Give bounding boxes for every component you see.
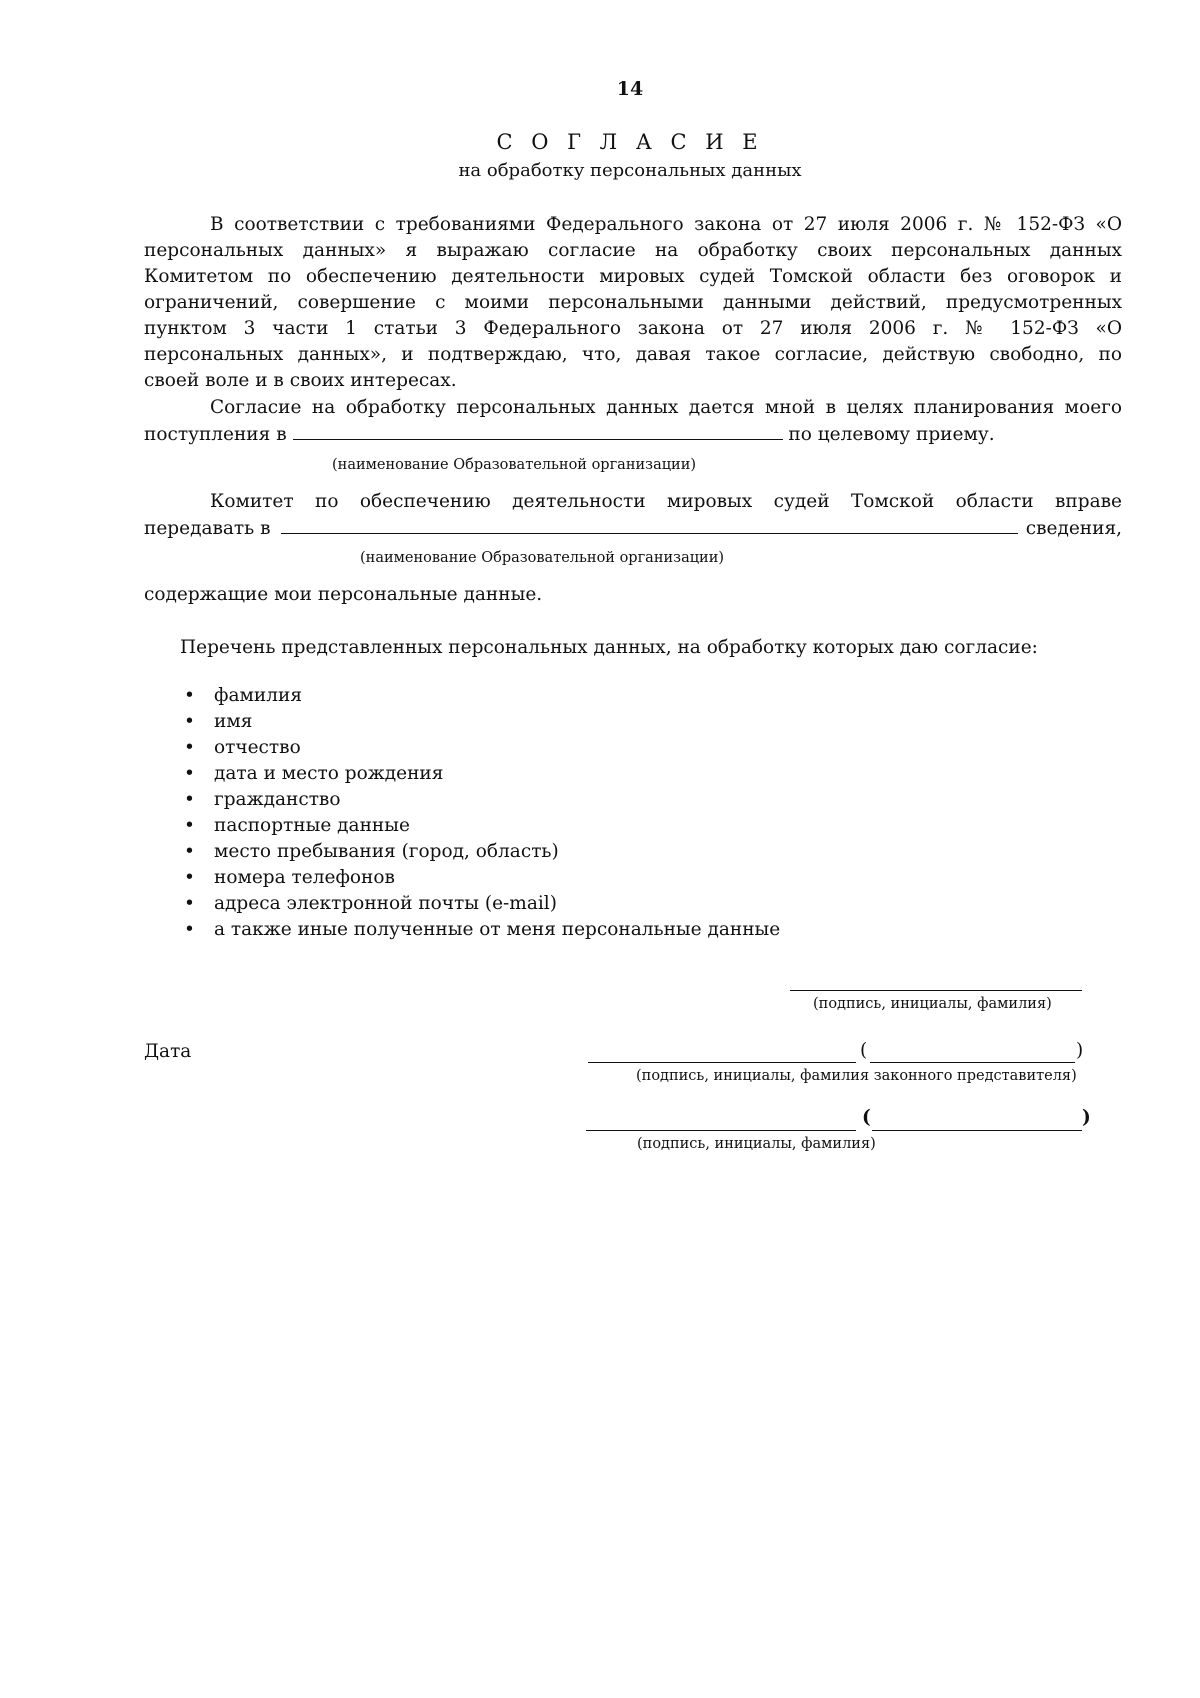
close-paren: ) — [1076, 1040, 1084, 1061]
page-number: 14 — [616, 78, 644, 100]
list-item: • номера телефонов — [180, 865, 780, 891]
list-item: • отчество — [180, 735, 780, 761]
organization-caption: (наименование Образовательной организации) — [332, 457, 697, 473]
list-item: • адреса электронной почты (e-mail) — [180, 891, 780, 917]
signature-line[interactable] — [790, 990, 1082, 991]
signature-line-final[interactable] — [586, 1130, 856, 1131]
fill-label-before: поступления в — [144, 424, 287, 445]
list-item: • фамилия — [180, 683, 780, 709]
paragraph-line: Согласие на обработку персональных данных дается мной в целях планирования моего — [210, 397, 1122, 418]
organization-blank[interactable] — [281, 515, 1018, 534]
signature-caption: (подпись, инициалы, фамилия) — [813, 996, 1052, 1012]
document-subtitle: на обработку персональных данных — [458, 160, 802, 181]
list-item: • имя — [180, 709, 780, 735]
list-item: • дата и место рождения — [180, 761, 780, 787]
close-paren: ) — [1082, 1107, 1091, 1128]
representative-signature-caption: (подпись, инициалы, фамилия законного представителя) — [636, 1068, 1077, 1084]
paragraph-line: персональных данных», и подтверждаю, что, давая такое согласие, действую свободно, по — [144, 344, 1122, 365]
signature-caption-final: (подпись, инициалы, фамилия) — [637, 1136, 876, 1152]
list-item: • паспортные данные — [180, 813, 780, 839]
purpose-paragraph — [144, 395, 1122, 421]
fill-label-after: по целевому приему. — [788, 424, 995, 445]
organization-blank[interactable] — [293, 421, 783, 440]
paragraph-line: содержащие мои персональные данные. — [144, 584, 543, 605]
paragraph-line: персональных данных» я выражаю согласие на обработку своих персональных данных — [144, 240, 1122, 261]
paragraph-line: Комитет по обеспечению деятельности мировых судей Томской области вправе — [210, 491, 1122, 512]
document-title: С О Г Л А С И Е — [496, 130, 764, 154]
paragraph-line: своей воле и в своих интересах. — [144, 370, 457, 391]
list-item: • гражданство — [180, 787, 780, 813]
purpose-fill-line — [144, 421, 995, 448]
paragraph-line: ограничений, совершение с моими персональными данными действий, предусмотренных — [144, 292, 1122, 313]
paragraph-line: пунктом 3 части 1 статьи 3 Федерального закона от 27 июля 2006 г. № 152-ФЗ «О — [144, 318, 1122, 339]
organization-caption: (наименование Образовательной организации) — [360, 550, 725, 566]
paragraph-line: Комитетом по обеспечению деятельности мировых судей Томской области без оговорок и — [144, 266, 1122, 287]
list-item: • а также иные полученные от меня персональные данные — [180, 917, 780, 943]
consent-paragraph — [144, 212, 1122, 394]
open-paren: ( — [862, 1107, 871, 1128]
representative-signature-line[interactable] — [588, 1062, 856, 1063]
fill-label-before: передавать в — [144, 518, 271, 539]
date-label: Дата — [144, 1041, 192, 1062]
paragraph-line: В соответствии с требованиями Федерального закона от 27 июля 2006 г. № 152-ФЗ «О — [210, 214, 1122, 235]
list-item: • место пребывания (город, область) — [180, 839, 780, 865]
name-line-final[interactable] — [872, 1130, 1082, 1131]
personal-data-list — [180, 683, 780, 943]
transfer-fill-line — [144, 515, 1122, 542]
fill-label-after: сведения, — [1025, 518, 1122, 539]
transfer-paragraph — [144, 489, 1122, 515]
open-paren: ( — [860, 1040, 868, 1061]
representative-name-line[interactable] — [870, 1062, 1075, 1063]
list-intro: Перечень представленных персональных данных, на обработку которых даю согласие: — [180, 637, 1038, 658]
